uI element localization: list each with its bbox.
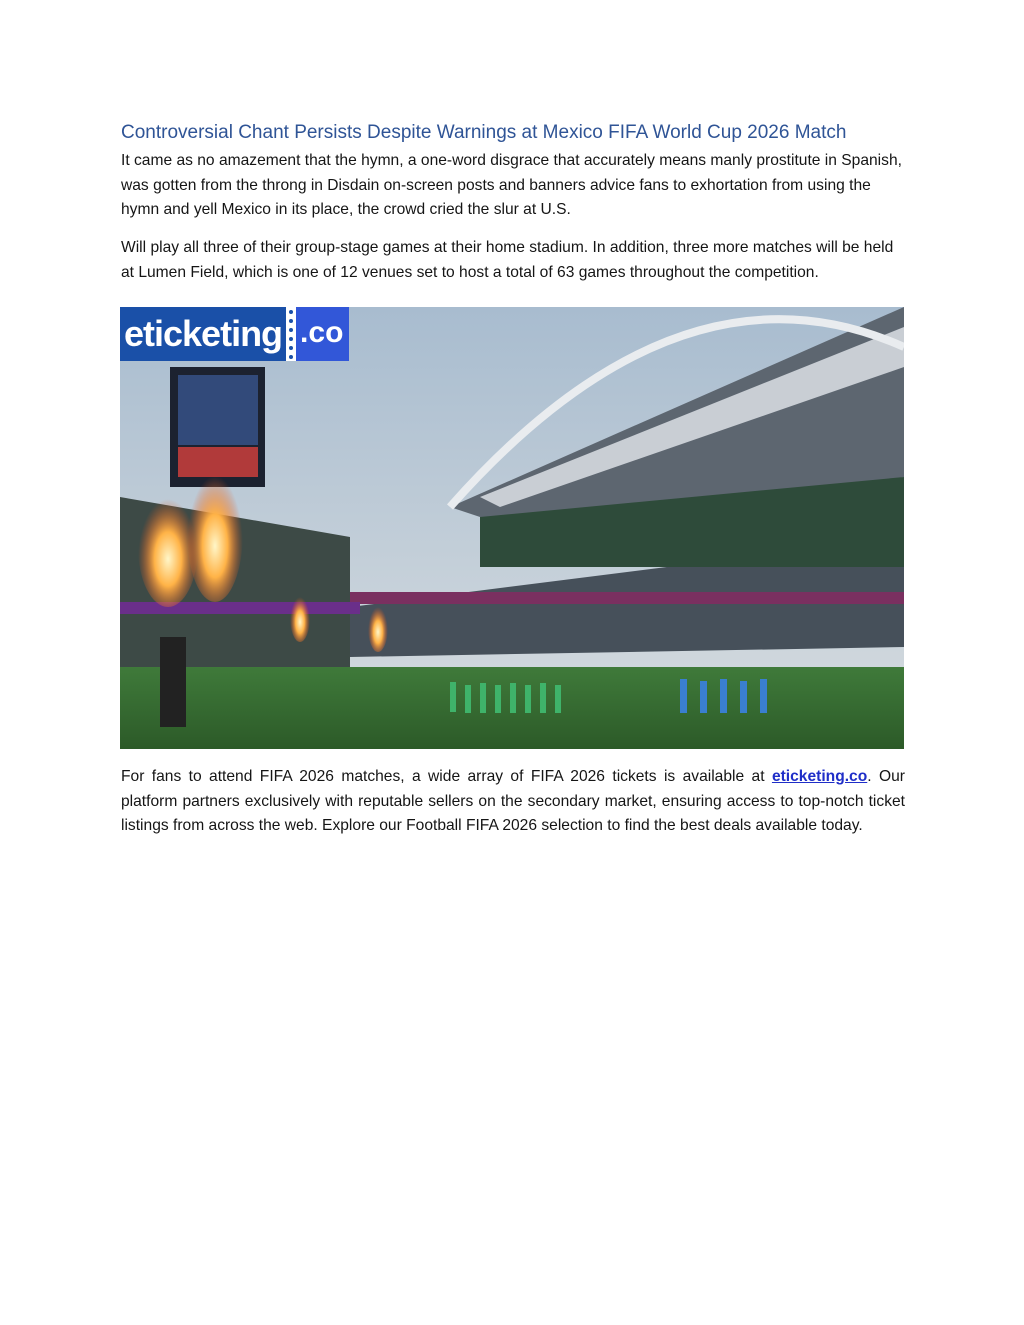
eticketing-link[interactable]: eticketing.co <box>771 768 868 785</box>
logo-dots <box>286 307 296 361</box>
paragraph-2: Will play all three of their group-stage games at their home stadium. In addition, three more matches will be held at Lumen Field, which is one of 12 venues set to host a total of 63 games throughout the competition. <box>121 239 894 281</box>
stadium-photo <box>120 307 904 749</box>
paragraph-3 <box>121 765 905 839</box>
logo-ext-text: .co <box>296 307 349 361</box>
stadium-illustration <box>120 307 904 749</box>
logo-main-text: eticketing <box>120 307 286 361</box>
article-title: Controversial Chant Persists Despite Warnings at Mexico FIFA World Cup 2026 Match <box>121 122 847 143</box>
eticketing-logo <box>120 307 349 361</box>
paragraph-1: It came as no amazement that the hymn, a one-word disgrace that accurately means manly prostitute in Spanish, was gotten from the throng in Disdain on-screen posts and banners advice fans to exhortation from using the hymn and yell Mexico in its place, the crowd cried the slur at U.S. <box>121 152 902 218</box>
paragraph-3-before: For fans to attend FIFA 2026 matches, a wide array of FIFA 2026 tickets is available at <box>121 768 772 785</box>
paragraph-3-after: . Our platform partners exclusively with reputable sellers on the secondary market, ensuring access to top-notch ticket listings from across the web. Explore our Football FIFA 2026 selection to find the best deals available today. <box>121 768 905 834</box>
